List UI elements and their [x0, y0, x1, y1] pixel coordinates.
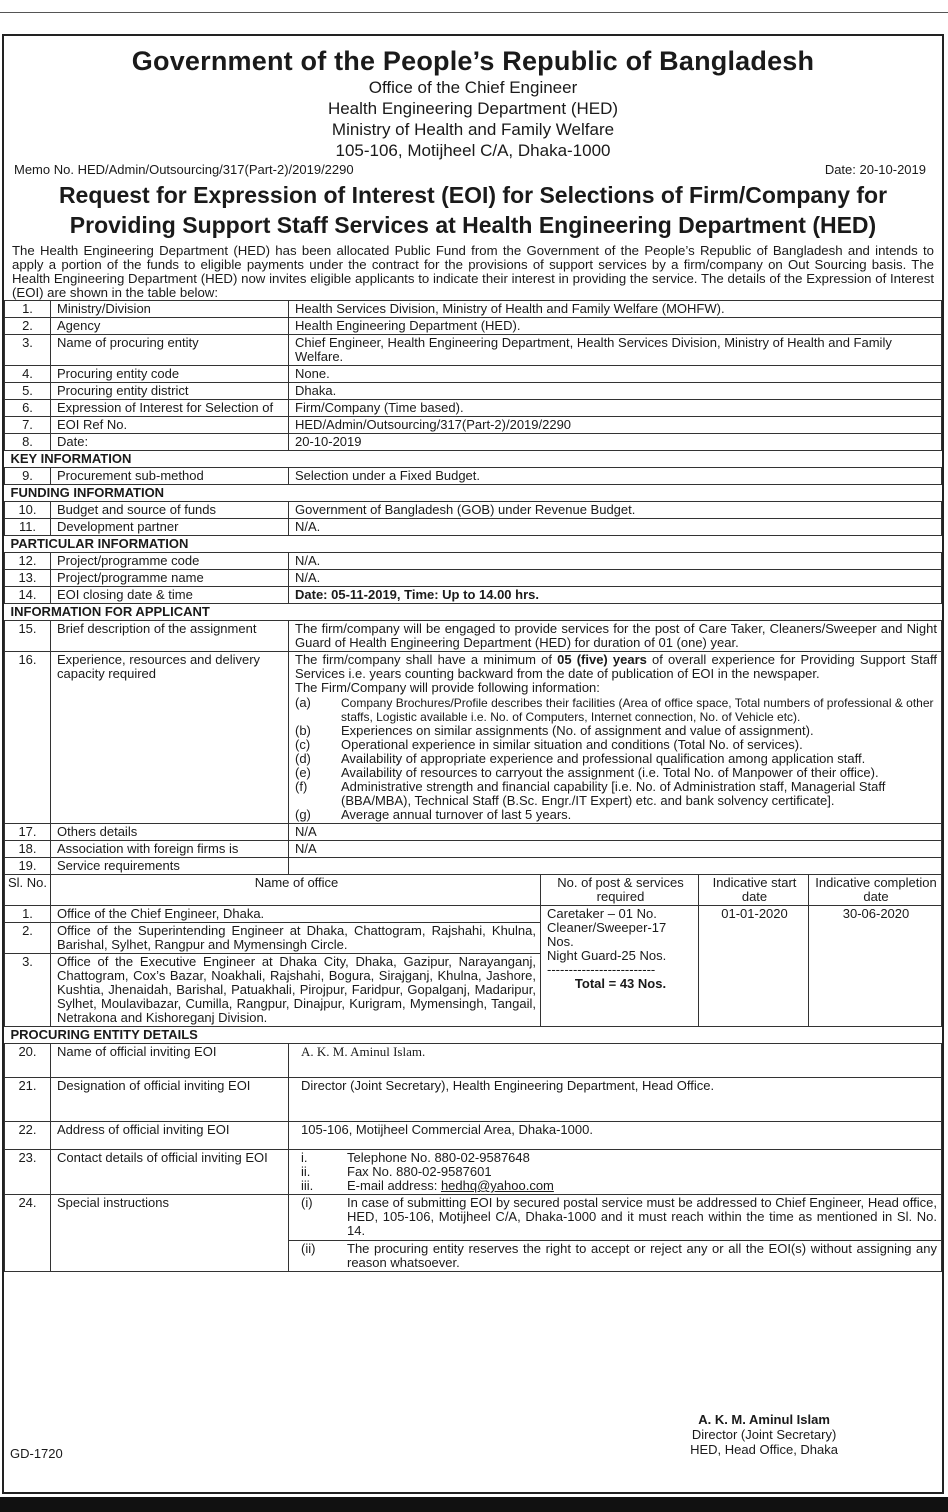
- list-item: (f) Administrative strength and financial capability [i.e. No. of Administration staff, Managerial Staff (BBA/MBA), Technical Staff (B.Sc. Engr./IT Expert) etc. and bank solvency certificate].: [295, 779, 886, 808]
- table-row: 8. Date: 20-10-2019: [5, 434, 942, 451]
- table-row: 9. Procurement sub-method Selection under a Fixed Budget.: [5, 468, 942, 485]
- service-row: 2. Office of the Superintending Engineer at Dhaka, Chattogram, Rajshahi, Khulna, Barishal, Sylhet, Rangpur and Mymensingh Circle.: [5, 923, 942, 954]
- posts-cell: Caretaker – 01 No. Cleaner/Sweeper-17 Nos. Night Guard-25 Nos. ------------------------- Total = 43 Nos.: [541, 906, 699, 1027]
- title-line-1: Request for Expression of Interest (EOI) for Selections of Firm/Company for: [58, 182, 888, 208]
- office-line: Office of the Chief Engineer: [368, 78, 578, 97]
- section-heading: KEY INFORMATION: [5, 451, 942, 468]
- table-row: 13. Project/programme name N/A.: [5, 570, 942, 587]
- signatory-office: HED, Head Office, Dhaka: [690, 1442, 838, 1457]
- table-row: 20. Name of official inviting EOI A. K. M. Aminul Islam.: [5, 1044, 942, 1078]
- memo-date: Date: 20-10-2019: [824, 162, 926, 177]
- table-row: 16. Experience, resources and delivery capacity required The firm/company shall have a minimum of 05 (five) years of overall experience for Providing Support Staff Services i.e. years counting backward from the date of publication of EOI in the newspaper. The Firm/Company will provide following information: (a) Company Brochures/Profile describes their facilities (Area of office space, Total numbers of professional & other staffs, Logistic available i.e. No. of Computers, Internet connection, No. of Vehicle etc). (b) Experiences on similar assignments (No. of assignment and value of assignment). (c) Operational experience in similar situation and conditions (Total No. of services). (d) Availability of appropriate experience and professional qualification among application staff. (e) Availability of resources to carryout the assignment (i.e. Total No. of Manpower of their office). (f) Administrative strength and financial capability [i.e. No. of Administration staff, Managerial Staff (BBA/MBA), Technical Staff (B.Sc. Engr./IT Expert) etc. and bank solvency certificate]. (g) Average annual turnover of last 5 years.: [5, 652, 942, 824]
- memo-number: Memo No. HED/Admin/Outsourcing/317(Part-2)/2019/2290: [14, 162, 354, 177]
- ministry-line: Ministry of Health and Family Welfare: [331, 120, 615, 139]
- table-row: 3. Name of procuring entity Chief Engineer, Health Engineering Department, Health Services Division, Ministry of Health and Family Welfare.: [5, 335, 942, 366]
- table-row: 22. Address of official inviting EOI 105-106, Motijheel Commercial Area, Dhaka-1000.: [5, 1122, 942, 1150]
- table-row: 18. Association with foreign firms is N/A: [5, 841, 942, 858]
- top-rule: [0, 12, 948, 13]
- table-row: 6. Expression of Interest for Selection of Firm/Company (Time based).: [5, 400, 942, 417]
- service-header-row: Sl. No. Name of office No. of post & services required Indicative start date Indicative completion date: [5, 875, 942, 906]
- list-item: (i) In case of submitting EOI by secured postal service must be addressed to Chief Engineer, Head office, HED, 105-106, Motijheel C/A, Dhaka-1000 and it must reach within the time as mentioned in Sl. No. 14.: [289, 1195, 941, 1241]
- list-item: (g) Average annual turnover of last 5 years.: [295, 807, 572, 822]
- total-posts: Total = 43 Nos.: [574, 976, 667, 991]
- list-item: (b) Experiences on similar assignments (No. of assignment and value of assignment).: [295, 723, 814, 738]
- table-row: 24. Special instructions (i) In case of submitting EOI by secured postal service must be addressed to Chief Engineer, Head office, HED, 105-106, Motijheel C/A, Dhaka-1000 and it must reach within the time as mentioned in Sl. No. 14. (ii) The procuring entity reserves the right to accept or reject any or all the EOI(s) without assigning any reason whatsoever.: [5, 1195, 942, 1272]
- document-title: [4, 180, 942, 240]
- table-row: 10. Budget and source of funds Government of Bangladesh (GOB) under Revenue Budget.: [5, 502, 942, 519]
- list-item: (e) Availability of resources to carryout the assignment (i.e. Total No. of Manpower of their office).: [295, 765, 879, 780]
- memo-row: [12, 161, 934, 178]
- bottom-bar: [0, 1497, 948, 1512]
- service-row: 3. Office of the Executive Engineer at Dhaka City, Dhaka, Gazipur, Narayanganj, Chattogram, Cox’s Bazar, Noakhali, Rajshahi, Bogura, Sirajganj, Khulna, Jashore, Kushtia, Jhenaidah, Barishal, Patuakhali, Pirojpur, Faridpur, Gopalganj, Madaripur, Sylhet, Moulavibazar, Cumilla, Rangpur, Dinajpur, Kurigram, Mymensingh, Tangail, Netrakona and Kishoreganj Division.: [5, 954, 942, 1027]
- table-row: 17. Others details N/A: [5, 824, 942, 841]
- start-date: 01-01-2020: [699, 906, 809, 1027]
- closing-date: Date: 05-11-2019, Time: Up to 14.00 hrs.: [289, 587, 942, 604]
- title-line-2: Providing Support Staff Services at Health Engineering Department (HED): [69, 212, 877, 238]
- table-row: 15. Brief description of the assignment The firm/company will be engaged to provide services for the post of Care Taker, Cleaners/Sweeper and Night Guard of Health Engineering Department (HED) for duration of 01 (one) year.: [5, 621, 942, 652]
- table-row: 12. Project/programme code N/A.: [5, 553, 942, 570]
- table-row: 7. EOI Ref No. HED/Admin/Outsourcing/317(Part-2)/2019/2290: [5, 417, 942, 434]
- service-row: 1. Office of the Chief Engineer, Dhaka. Caretaker – 01 No. Cleaner/Sweeper-17 Nos. Night Guard-25 Nos. ------------------------- Total = 43 Nos. 01-01-2020 30-06-2020: [5, 906, 942, 923]
- table-row: 21. Designation of official inviting EOI Director (Joint Secretary), Health Engineering Department, Head Office.: [5, 1078, 942, 1122]
- list-item: iii. E-mail address: hedhq@yahoo.com: [301, 1178, 554, 1193]
- list-item: (d) Availability of appropriate experience and professional qualification among application staff.: [295, 751, 866, 766]
- completion-date: 30-06-2020: [809, 906, 942, 1027]
- eoi-table: [4, 300, 942, 1272]
- list-item: (c) Operational experience in similar situation and conditions (Total No. of services).: [295, 737, 803, 752]
- table-row: 19. Service requirements: [5, 858, 942, 875]
- section-heading: PROCURING ENTITY DETAILS: [5, 1027, 942, 1044]
- table-row: 4. Procuring entity code None.: [5, 366, 942, 383]
- table-row: 11. Development partner N/A.: [5, 519, 942, 536]
- government-heading: Government of the People’s Republic of Bangladesh: [131, 46, 815, 76]
- table-row: 2. Agency Health Engineering Department (HED).: [5, 318, 942, 335]
- email-link[interactable]: hedhq@yahoo.com: [440, 1178, 554, 1193]
- section-heading: PARTICULAR INFORMATION: [5, 536, 942, 553]
- list-item: i. Telephone No. 880-02-9587648: [301, 1150, 530, 1165]
- table-row: 1. Ministry/Division Health Services Division, Ministry of Health and Family Welfare (MOHFW).: [5, 301, 942, 318]
- list-item: (ii) The procuring entity reserves the right to accept or reject any or all the EOI(s) without assigning any reason whatsoever.: [301, 1241, 937, 1270]
- gd-code: GD-1720: [10, 1446, 63, 1461]
- table-row: 23. Contact details of official inviting EOI i. Telephone No. 880-02-9587648 ii. Fax No. 880-02-9587601 iii. E-mail address: hedhq@yahoo.com: [5, 1150, 942, 1195]
- signatory-designation: Director (Joint Secretary): [691, 1427, 837, 1442]
- table-row: 5. Procuring entity district Dhaka.: [5, 383, 942, 400]
- section-heading: INFORMATION FOR APPLICANT: [5, 604, 942, 621]
- signatory-name: A. K. M. Aminul Islam: [698, 1412, 830, 1427]
- letterhead: [4, 46, 942, 161]
- intro-paragraph: The Health Engineering Department (HED) has been allocated Public Fund from the Government of the People’s Republic of Bangladesh and intends to apply a portion of the funds to eligible payments under the contract for the provisions of support services by a firm/company on Out Sourcing basis. The Health Engineering Department (HED) now invites eligible applicants to indicate their interest in providing the service. The details of the Expression of Interest (EOI) are shown in the table below:: [12, 243, 934, 300]
- signature-block: [690, 1412, 838, 1457]
- section-heading: FUNDING INFORMATION: [5, 485, 942, 502]
- experience-details: The firm/company shall have a minimum of 05 (five) years of overall experience for Providing Support Staff Services i.e. years counting backward from the date of publication of EOI in the newspaper. The Firm/Company will provide following information: (a) Company Brochures/Profile describes their facilities (Area of office space, Total numbers of professional & other staffs, Logistic available i.e. No. of Computers, Internet connection, No. of Vehicle etc). (b) Experiences on similar assignments (No. of assignment and value of assignment). (c) Operational experience in similar situation and conditions (Total No. of services). (d) Availability of appropriate experience and professional qualification among application staff. (e) Availability of resources to carryout the assignment (i.e. Total No. of Manpower of their office). (f) Administrative strength and financial capability [i.e. No. of Administration staff, Managerial Staff (BBA/MBA), Technical Staff (B.Sc. Engr./IT Expert) etc. and bank solvency certificate]. (g) Average annual turnover of last 5 years.: [289, 652, 942, 824]
- advertisement-frame: [2, 34, 944, 1494]
- address-line: 105-106, Motijheel C/A, Dhaka-1000: [335, 141, 611, 160]
- table-row: 14. EOI closing date & time Date: 05-11-2019, Time: Up to 14.00 hrs.: [5, 587, 942, 604]
- department-line: Health Engineering Department (HED): [327, 99, 619, 118]
- list-item: ii. Fax No. 880-02-9587601: [301, 1164, 492, 1179]
- list-item: (a) Company Brochures/Profile describes their facilities (Area of office space, Total numbers of professional & other staffs, Logistic available i.e. No. of Computers, Internet connection, No. of Vehicle etc).: [295, 695, 934, 724]
